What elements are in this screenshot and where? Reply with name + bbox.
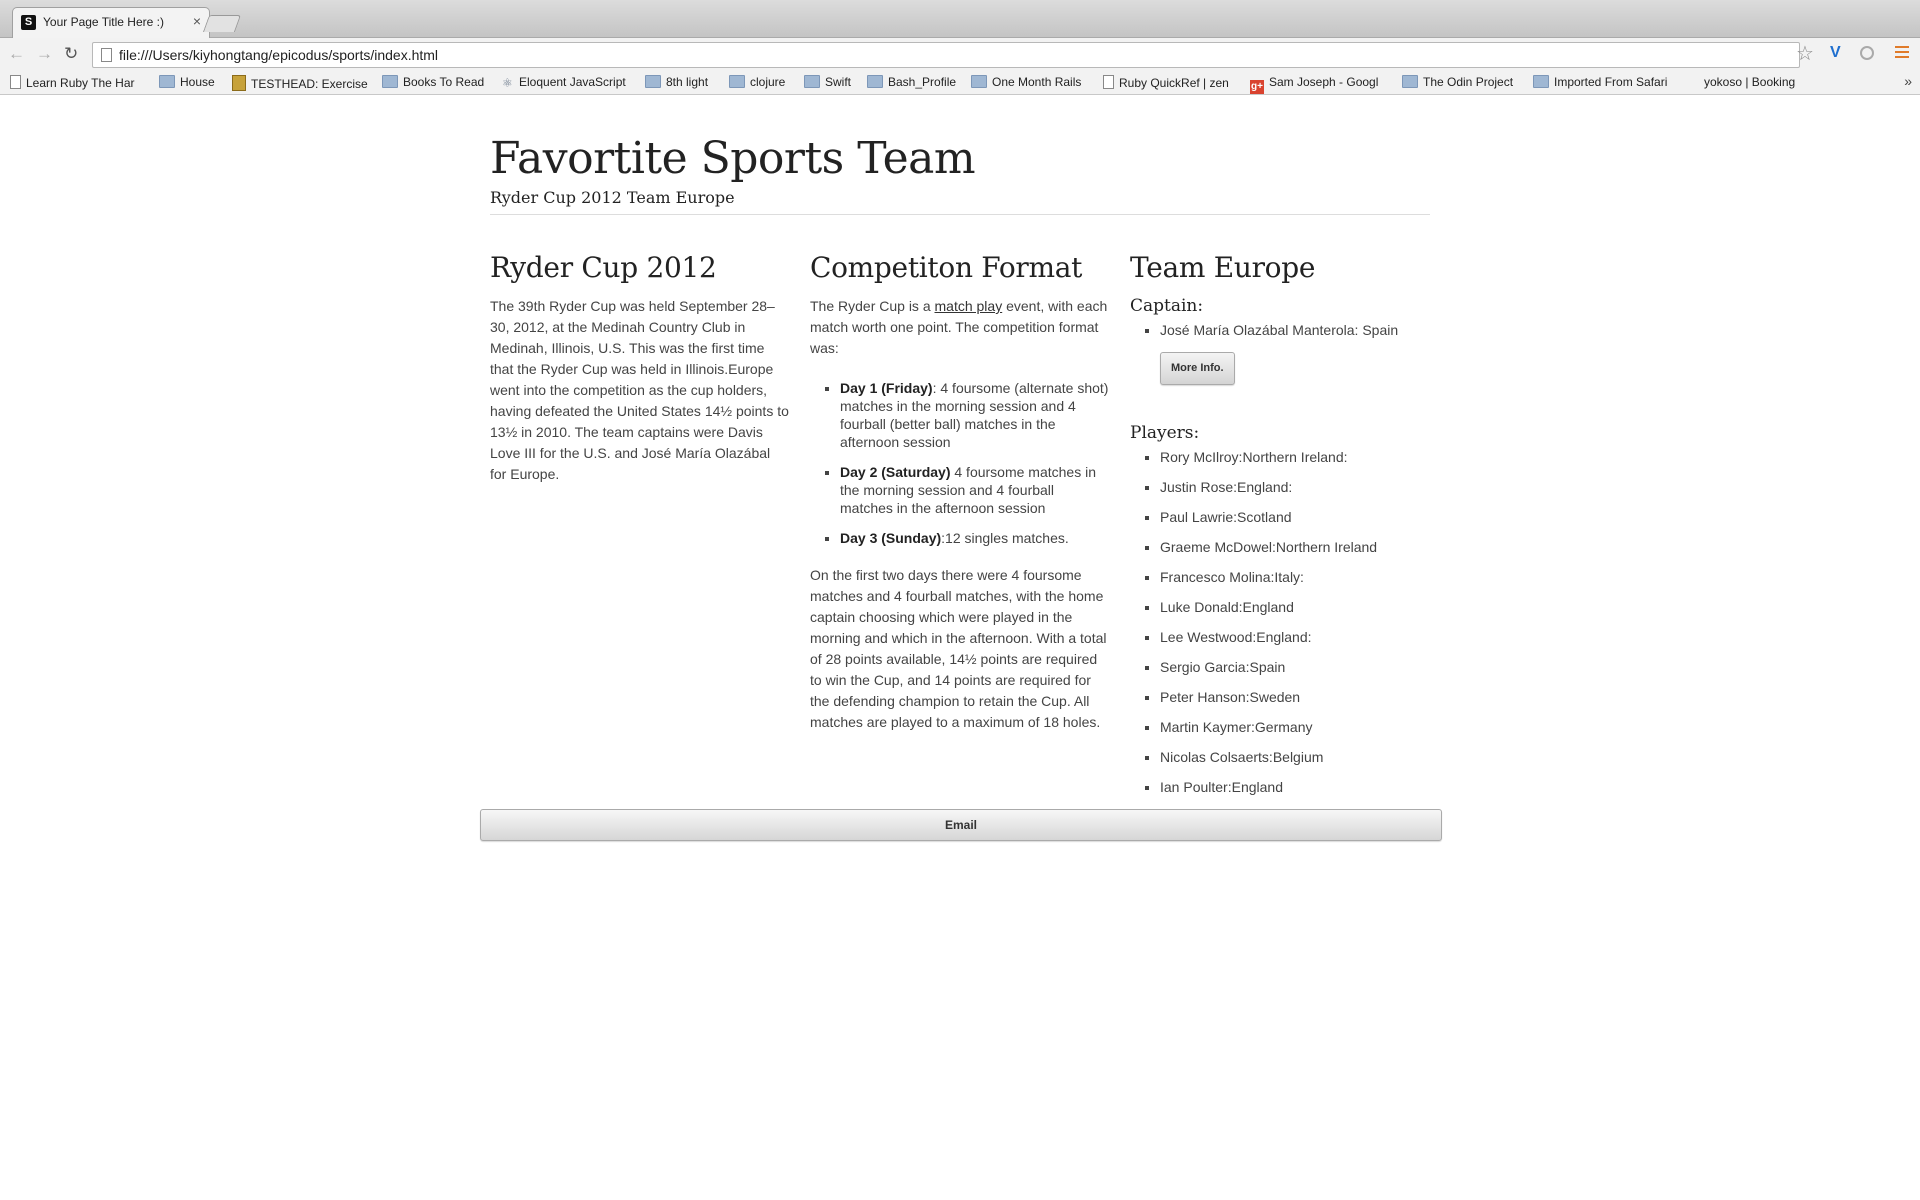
day-label: Day 3 (Sunday) <box>840 530 942 546</box>
bookmark-item[interactable]: Learn Ruby The Har <box>10 75 135 90</box>
forward-arrow-icon[interactable]: → <box>36 44 53 63</box>
format-intro: The Ryder Cup is a match play event, with each match worth one point. The competition format was: <box>810 298 1108 356</box>
page-viewport <box>0 95 1920 1200</box>
list-item: ▪ Sergio Garcia:Spain <box>1160 657 1430 677</box>
match-play-link[interactable]: match play <box>934 298 1003 314</box>
format-day-list <box>810 379 1110 547</box>
list-item: ▪ Luke Donald:England <box>1160 597 1430 617</box>
captain-list <box>1130 320 1430 340</box>
format-closing: On the first two days there were 4 foursome matches and 4 fourball matches, with the home captain choosing which were played in the morning and which in the afternoon. With a total of 28 points available, 14½ points are required to win the Cup, and 14 points are required for the defending champion to retain the Cup. All matches are played to a maximum of 18 holes. <box>810 567 1107 730</box>
page-title: Favortite Sports Team <box>490 133 976 184</box>
page-icon <box>1103 75 1114 89</box>
site-icon: ⚛ <box>502 76 513 90</box>
tab-strip <box>0 0 1920 38</box>
page-icon <box>101 48 112 62</box>
folder-icon <box>971 75 987 88</box>
email-button[interactable]: Email <box>480 809 1442 841</box>
bookmark-item[interactable]: One Month Rails <box>971 75 1081 89</box>
bookmark-item[interactable]: House <box>159 75 215 89</box>
day-label: Day 2 (Saturday) <box>840 464 951 480</box>
active-tab[interactable] <box>12 7 210 38</box>
page-icon <box>10 75 21 89</box>
ryder-cup-heading: Ryder Cup 2012 <box>490 251 717 284</box>
address-bar[interactable] <box>92 42 1800 68</box>
list-item: ▪ Peter Hanson:Sweden <box>1160 687 1430 707</box>
more-info-button[interactable]: More Info. <box>1160 352 1235 385</box>
folder-icon <box>159 75 175 88</box>
back-arrow-icon[interactable]: ← <box>8 44 25 63</box>
list-item: ▪ Day 2 (Saturday) 4 foursome matches in the morning session and 4 fourball matches in the afternoon session <box>840 463 1110 517</box>
folder-icon <box>1402 75 1418 88</box>
list-item: ▪ Day 1 (Friday): 4 foursome (alternate shot) matches in the morning session and 4 fourball (better ball) matches in the afternoon session <box>840 379 1110 451</box>
bookmark-item[interactable]: yokoso | Booking <box>1704 75 1796 89</box>
list-item: ▪ José María Olazábal Manterola: Spain <box>1160 320 1430 340</box>
bookmark-item[interactable]: 8th light <box>645 75 708 89</box>
list-item: ▪ Graeme McDowel:Northern Ireland <box>1160 537 1430 557</box>
folder-icon <box>729 75 745 88</box>
list-item: ▪ Nicolas Colsaerts:Belgium <box>1160 747 1430 767</box>
bookmark-item[interactable]: The Odin Project <box>1402 75 1513 89</box>
bookmark-item[interactable]: Books To Read <box>382 75 484 89</box>
folder-icon <box>1533 75 1549 88</box>
bookmarks-bar <box>0 71 1920 95</box>
list-item: ▪ Ian Poulter:England <box>1160 777 1430 797</box>
format-heading: Competiton Format <box>810 251 1083 284</box>
bookmark-star-icon[interactable]: ☆ <box>1796 43 1814 65</box>
bookmark-item[interactable]: g+ Sam Joseph - Googl <box>1251 75 1379 92</box>
ryder-cup-text: The 39th Ryder Cup was held September 28–30, 2012, at the Medinah Country Club in Medinah, Illinois, U.S. This was the first time that the Ryder Cup was held in Illinois.Europe went into the competition as the cup holders, having defeated the United States 14½ points to 13½ in 2010. The team captains were Davis Love III for the U.S. and José María Olazábal for Europe. <box>490 298 789 482</box>
bookmark-item[interactable]: TESTHEAD: Exercise <box>232 75 368 91</box>
page-header <box>490 133 1430 215</box>
list-item: ▪ Rory McIlroy:Northern Ireland: <box>1160 447 1430 467</box>
list-item: ▪ Francesco Molina:Italy: <box>1160 567 1430 587</box>
team-heading: Team Europe <box>1130 251 1316 284</box>
players-label: Players: <box>1130 423 1200 443</box>
chrome-menu-icon[interactable] <box>1895 46 1909 61</box>
reload-icon[interactable]: ↻ <box>64 44 79 63</box>
ryder-cup-column <box>490 251 790 485</box>
browser-toolbar <box>0 38 1920 71</box>
tab-title: Your Page Title Here :) <box>43 15 164 29</box>
day-label: Day 1 (Friday) <box>840 380 933 396</box>
extension-ring-icon[interactable] <box>1860 46 1874 60</box>
bookmark-item[interactable]: Imported From Safari <box>1533 75 1667 89</box>
folder-icon <box>867 75 883 88</box>
google-plus-icon: g+ <box>1251 81 1263 92</box>
bookmark-item[interactable]: Swift <box>804 75 851 89</box>
list-item: ▪ Lee Westwood:England: <box>1160 627 1430 647</box>
url-text[interactable]: file:///Users/kiyhongtang/epicodus/sports/index.html <box>119 47 439 63</box>
list-item: ▪ Martin Kaymer:Germany <box>1160 717 1430 737</box>
bookmark-item[interactable]: clojure <box>729 75 785 89</box>
tab-favicon-icon: S <box>21 15 36 30</box>
captain-label: Captain: <box>1130 296 1204 316</box>
tab-close-icon[interactable]: × <box>192 13 201 29</box>
extension-v-icon[interactable]: V <box>1830 44 1841 61</box>
new-tab-button[interactable] <box>203 15 241 32</box>
bookmark-item[interactable]: Ruby QuickRef | zen <box>1103 75 1229 90</box>
folder-icon <box>645 75 661 88</box>
format-column <box>810 251 1110 733</box>
list-item: ▪ Justin Rose:England: <box>1160 477 1430 497</box>
team-column <box>1130 251 1430 807</box>
folder-icon <box>804 75 820 88</box>
players-list <box>1130 447 1430 797</box>
bookmark-item[interactable]: ⚛ Eloquent JavaScript <box>502 75 626 90</box>
list-item: ▪ Day 3 (Sunday):12 singles matches. <box>840 529 1110 547</box>
site-icon <box>232 75 246 91</box>
folder-icon <box>382 75 398 88</box>
list-item: ▪ Paul Lawrie:Scotland <box>1160 507 1430 527</box>
page-subtitle: Ryder Cup 2012 Team Europe <box>490 188 735 207</box>
bookmark-item[interactable]: Bash_Profile <box>867 75 956 89</box>
bookmarks-overflow-icon[interactable]: » <box>1904 73 1912 89</box>
